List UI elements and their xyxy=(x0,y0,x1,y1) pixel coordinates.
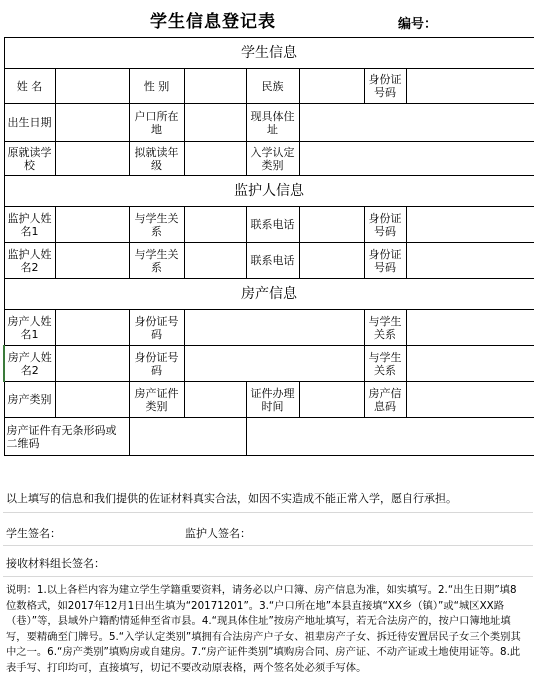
previous-school-label: 原就读学校 xyxy=(4,142,55,176)
previous-school-field[interactable] xyxy=(55,142,129,176)
guardian1-phone-field[interactable] xyxy=(299,207,364,243)
student-id-number-label: 身份证号码 xyxy=(364,69,406,104)
household-location-field[interactable] xyxy=(184,104,246,142)
divider xyxy=(3,545,533,546)
student-signature-label: 学生签名： xyxy=(6,527,61,540)
owner2-name-label: 房产人姓名2 xyxy=(4,346,55,382)
divider xyxy=(3,576,533,577)
owner1-name-field[interactable] xyxy=(55,310,129,346)
admission-category-label: 入学认定类别 xyxy=(246,142,299,176)
guardian2-relation-label: 与学生关系 xyxy=(129,243,184,279)
serial-number-label: 编号： xyxy=(398,17,438,32)
guardian2-phone-field[interactable] xyxy=(299,243,364,279)
intended-grade-field[interactable] xyxy=(184,142,246,176)
owner1-relation-field[interactable] xyxy=(406,310,534,346)
owner2-relation-label: 与学生关系 xyxy=(364,346,406,382)
gender-label: 性 别 xyxy=(129,69,184,104)
gender-field[interactable] xyxy=(184,69,246,104)
guardian2-name-label: 监护人姓名2 xyxy=(4,243,55,279)
barcode-label: 房产证件有无条形码或二维码 xyxy=(4,418,129,456)
current-address-field[interactable] xyxy=(299,104,534,142)
certificate-type-field[interactable] xyxy=(184,382,246,418)
guardian2-phone-label: 联系电话 xyxy=(246,243,299,279)
property-type-field[interactable] xyxy=(55,382,129,418)
student-section-header: 学生信息 xyxy=(4,38,534,69)
instructions-notes: 说明：1.以上各栏内容为建立学生学籍重要资料，请务必以户口簿、房产信息为准，如实填写。2.“出生日期”填8位数格式，如2017年12月1日出生填为“20171201”。3.“户口所在地”本县直接填“XX乡（镇）”或“城区XX路（巷）”等，县域外户籍酌情延伸至省市县。4.“现具体住址”按房产地址填写，若无合法房产的，按户口簿地址填写，要精确至门牌号。5.“入学认定类别”填拥有合法房产户子女、祖辈房产子女、拆迁待安置居民子女三个类别其中之一。6.“房产类别”填购房或自建房。7.“房产证件类别”填购房合同、房产证、不动产证或土地使用证等。8.此表手写、打印均可，直接填写，切记不要改动原表格，两个签名处必须手写体。 xyxy=(6,584,521,674)
barcode-extra-field[interactable] xyxy=(246,418,534,456)
birth-date-field[interactable] xyxy=(55,104,129,142)
owner2-name-field[interactable] xyxy=(55,346,129,382)
guardian-signature-label: 监护人签名： xyxy=(185,527,251,540)
guardian-section-header: 监护人信息 xyxy=(4,176,534,207)
owner2-relation-field[interactable] xyxy=(406,346,534,382)
guardian1-name-field[interactable] xyxy=(55,207,129,243)
intended-grade-label: 拟就读年级 xyxy=(129,142,184,176)
name-field[interactable] xyxy=(55,69,129,104)
declaration-text: 以上填写的信息和我们提供的佐证材料真实合法，如因不实造成不能正常入学，愿自行承担。 xyxy=(6,492,457,505)
guardian2-id-number-field[interactable] xyxy=(406,243,534,279)
ethnicity-field[interactable] xyxy=(299,69,364,104)
certificate-time-label: 证件办理时间 xyxy=(246,382,299,418)
owner2-id-number-label: 身份证号码 xyxy=(129,346,184,382)
owner2-id-number-field[interactable] xyxy=(184,346,364,382)
guardian1-phone-label: 联系电话 xyxy=(246,207,299,243)
owner1-relation-label: 与学生关系 xyxy=(364,310,406,346)
certificate-type-label: 房产证件类别 xyxy=(129,382,184,418)
guardian1-name-label: 监护人姓名1 xyxy=(4,207,55,243)
divider xyxy=(3,512,533,513)
student-id-number-field[interactable] xyxy=(406,69,534,104)
guardian1-relation-field[interactable] xyxy=(184,207,246,243)
owner1-id-number-label: 身份证号码 xyxy=(129,310,184,346)
ethnicity-label: 民族 xyxy=(246,69,299,104)
guardian1-relation-label: 与学生关系 xyxy=(129,207,184,243)
property-code-label: 房产信息码 xyxy=(364,382,406,418)
certificate-time-field[interactable] xyxy=(299,382,364,418)
property-code-field[interactable] xyxy=(406,382,534,418)
guardian2-name-field[interactable] xyxy=(55,243,129,279)
guardian1-id-number-label: 身份证号码 xyxy=(364,207,406,243)
guardian1-id-number-field[interactable] xyxy=(406,207,534,243)
property-section-header: 房产信息 xyxy=(4,279,534,310)
name-label: 姓 名 xyxy=(4,69,55,104)
household-location-label: 户口所在地 xyxy=(129,104,184,142)
form-title: 学生信息登记表 xyxy=(150,12,276,32)
property-type-label: 房产类别 xyxy=(4,382,55,418)
birth-date-label: 出生日期 xyxy=(4,104,55,142)
registration-form-table xyxy=(3,37,534,456)
barcode-field[interactable] xyxy=(129,418,246,456)
guardian2-id-number-label: 身份证号码 xyxy=(364,243,406,279)
admission-category-field[interactable] xyxy=(299,142,534,176)
current-address-label: 现具体住址 xyxy=(246,104,299,142)
owner1-name-label: 房产人姓名1 xyxy=(4,310,55,346)
receiver-signature-label: 接收材料组长签名： xyxy=(6,557,105,570)
guardian2-relation-field[interactable] xyxy=(184,243,246,279)
owner1-id-number-field[interactable] xyxy=(184,310,364,346)
